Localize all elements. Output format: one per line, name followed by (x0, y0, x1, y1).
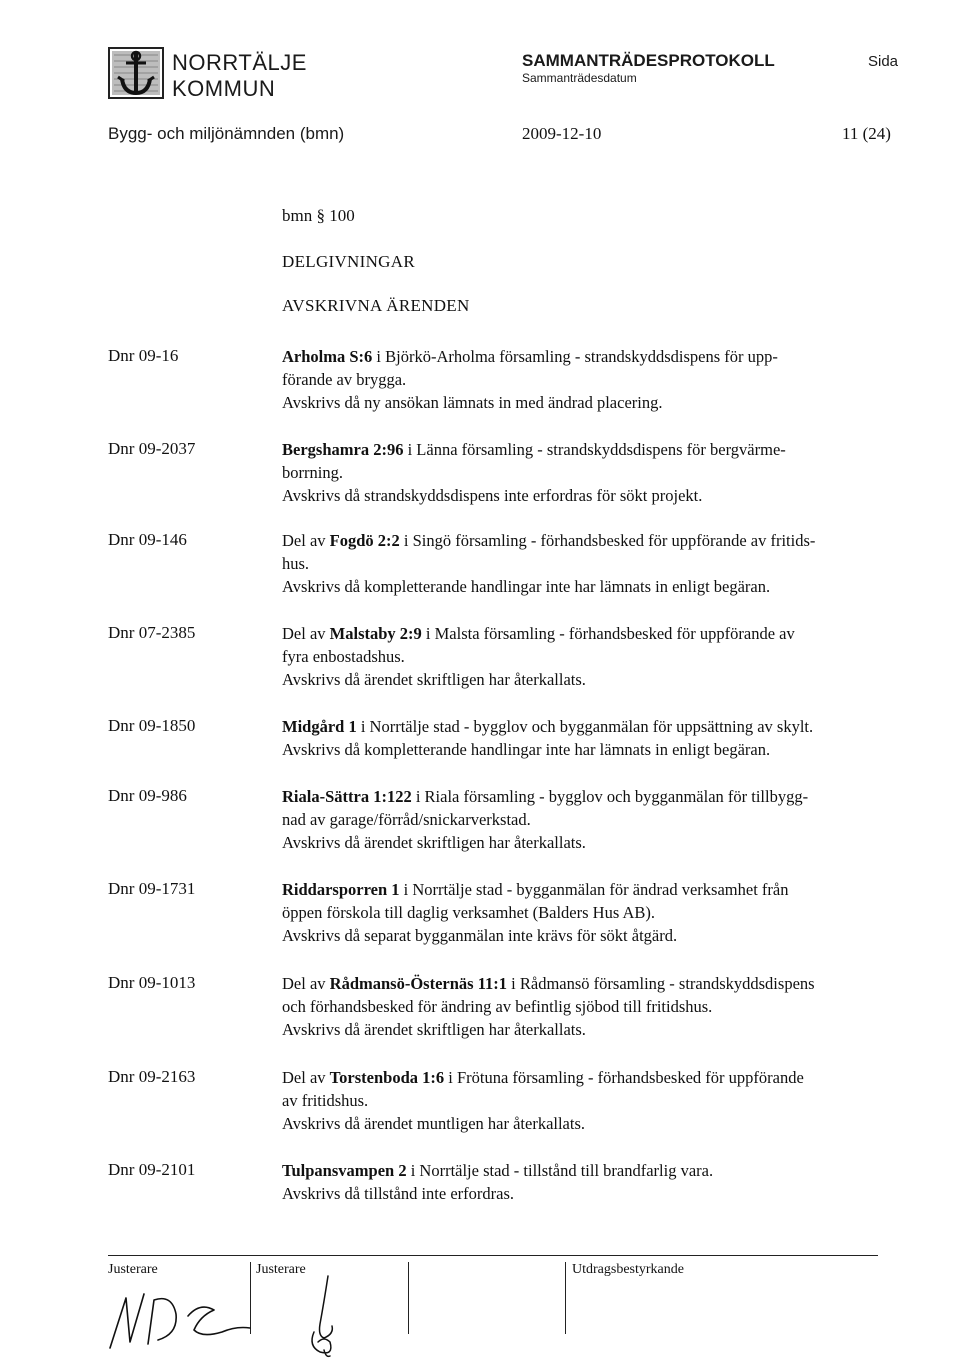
organization-name-line2: KOMMUN (172, 76, 276, 101)
case-description: i Singö församling - förhandsbesked för uppförande av fritids- (403, 531, 816, 550)
case-prefix: Del av (282, 531, 326, 550)
case-description: av fritidshus. (282, 1091, 369, 1110)
case-reason: Avskrivs då kompletterande handlingar inte har lämnats in enligt begäran. (282, 577, 771, 596)
case-reason: Avskrivs då ärendet skriftligen har återkallats. (282, 1020, 586, 1039)
case-description: i Norrtälje stad - bygganmälan för ändrad verksamhet från (403, 880, 789, 899)
case-entry (282, 622, 912, 691)
page-label: Sida (868, 53, 899, 70)
justerare-label-1: Justerare (108, 1262, 158, 1277)
case-description: och förhandsbesked för ändring av befintlig sjöbod till fritidshus. (282, 997, 713, 1016)
subsection-title: AVSKRIVNA ÄRENDEN (282, 296, 470, 315)
case-property: Riala-Sättra 1:122 (282, 787, 412, 806)
case-dnr: Dnr 09-2163 (108, 1067, 196, 1086)
case-dnr: Dnr 09-2037 (108, 439, 196, 458)
case-dnr: Dnr 09-2101 (108, 1160, 196, 1179)
case-entry (282, 345, 912, 414)
case-description: i Malsta församling - förhandsbesked för uppförande av (425, 624, 795, 643)
case-reason: Avskrivs då ny ansökan lämnats in med ändrad placering. (282, 393, 663, 412)
case-dnr: Dnr 09-146 (108, 530, 187, 549)
case-property: Rådmansö-Östernäs 11:1 (329, 974, 508, 993)
case-reason: Avskrivs då tillstånd inte erfordras. (282, 1184, 515, 1203)
footer-column-divider (408, 1262, 409, 1334)
case-description: fyra enbostadshus. (282, 647, 405, 666)
case-reason: Avskrivs då separat bygganmälan inte krävs för sökt åtgärd. (282, 926, 678, 945)
case-dnr: Dnr 09-16 (108, 346, 179, 365)
municipal-coat-of-arms-icon (108, 47, 164, 99)
case-description: öppen förskola till daglig verksamhet (Balders Hus AB). (282, 903, 656, 922)
case-entry (282, 715, 912, 761)
case-dnr: Dnr 09-1013 (108, 973, 196, 992)
case-entry (282, 785, 912, 854)
case-description: i Björkö-Arholma församling - strandskyddsdispens för upp- (376, 347, 778, 366)
case-reason: Avskrivs då ärendet skriftligen har återkallats. (282, 833, 586, 852)
meeting-date-label: Sammanträdesdatum (522, 71, 637, 85)
case-entry (282, 1066, 912, 1135)
footer-column-divider (565, 1262, 566, 1334)
case-property: Malstaby 2:9 (329, 624, 422, 643)
committee-name: Bygg- och miljönämnden (bmn) (108, 124, 345, 143)
case-description: i Norrtälje stad - bygglov och bygganmälan för uppsättning av skylt. (360, 717, 814, 736)
case-property: Midgård 1 (282, 717, 357, 736)
utdragsbestyrkande-label: Utdragsbestyrkande (572, 1262, 684, 1277)
case-entry (282, 1159, 912, 1205)
case-property: Fogdö 2:2 (329, 531, 400, 550)
case-reason: Avskrivs då ärendet muntligen har återkallats. (282, 1114, 586, 1133)
case-entry (282, 878, 912, 947)
case-reason: Avskrivs då ärendet skriftligen har återkallats. (282, 670, 586, 689)
case-dnr: Dnr 07-2385 (108, 623, 196, 642)
case-entry (282, 972, 912, 1041)
case-description: nad av garage/förråd/snickarverkstad. (282, 810, 531, 829)
case-description: i Länna församling - strandskyddsdispens för bergvärme- (407, 440, 786, 459)
case-property: Torstenboda 1:6 (329, 1068, 445, 1087)
case-description: i Rådmansö församling - strandskyddsdispens (511, 974, 815, 993)
case-property: Bergshamra 2:96 (282, 440, 404, 459)
case-entry (282, 529, 912, 598)
case-reason: Avskrivs då kompletterande handlingar inte har lämnats in enligt begäran. (282, 740, 771, 759)
handwritten-signature-2 (290, 1272, 360, 1360)
case-property: Arholma S:6 (282, 347, 373, 366)
meeting-date: 2009-12-10 (522, 124, 602, 143)
document-type-title: SAMMANTRÄDESPROTOKOLL (522, 51, 775, 70)
case-dnr: Dnr 09-1731 (108, 879, 196, 898)
case-dnr: Dnr 09-986 (108, 786, 187, 805)
section-title: DELGIVNINGAR (282, 252, 415, 271)
case-description: i Riala församling - bygglov och bygganmälan för tillbygg- (415, 787, 809, 806)
case-description: i Frötuna församling - förhandsbesked för uppförande (448, 1068, 804, 1087)
case-reason: Avskrivs då strandskyddsdispens inte erfordras för sökt projekt. (282, 486, 703, 505)
paragraph-number: bmn § 100 (282, 206, 355, 225)
footer-divider (108, 1255, 878, 1256)
organization-name-line1: NORRTÄLJE (172, 50, 307, 75)
page-number: 11 (24) (842, 124, 891, 143)
case-property: Tulpansvampen 2 (282, 1161, 407, 1180)
handwritten-signature-1 (104, 1282, 254, 1354)
case-entry (282, 438, 912, 507)
case-prefix: Del av (282, 974, 326, 993)
justerare-label-2: Justerare (256, 1262, 306, 1277)
case-prefix: Del av (282, 1068, 326, 1087)
case-property: Riddarsporren 1 (282, 880, 400, 899)
case-description: förande av brygga. (282, 370, 407, 389)
case-description: hus. (282, 554, 310, 573)
case-description: i Norrtälje stad - tillstånd till brandfarlig vara. (410, 1161, 714, 1180)
case-description: borrning. (282, 463, 343, 482)
case-prefix: Del av (282, 624, 326, 643)
case-dnr: Dnr 09-1850 (108, 716, 196, 735)
